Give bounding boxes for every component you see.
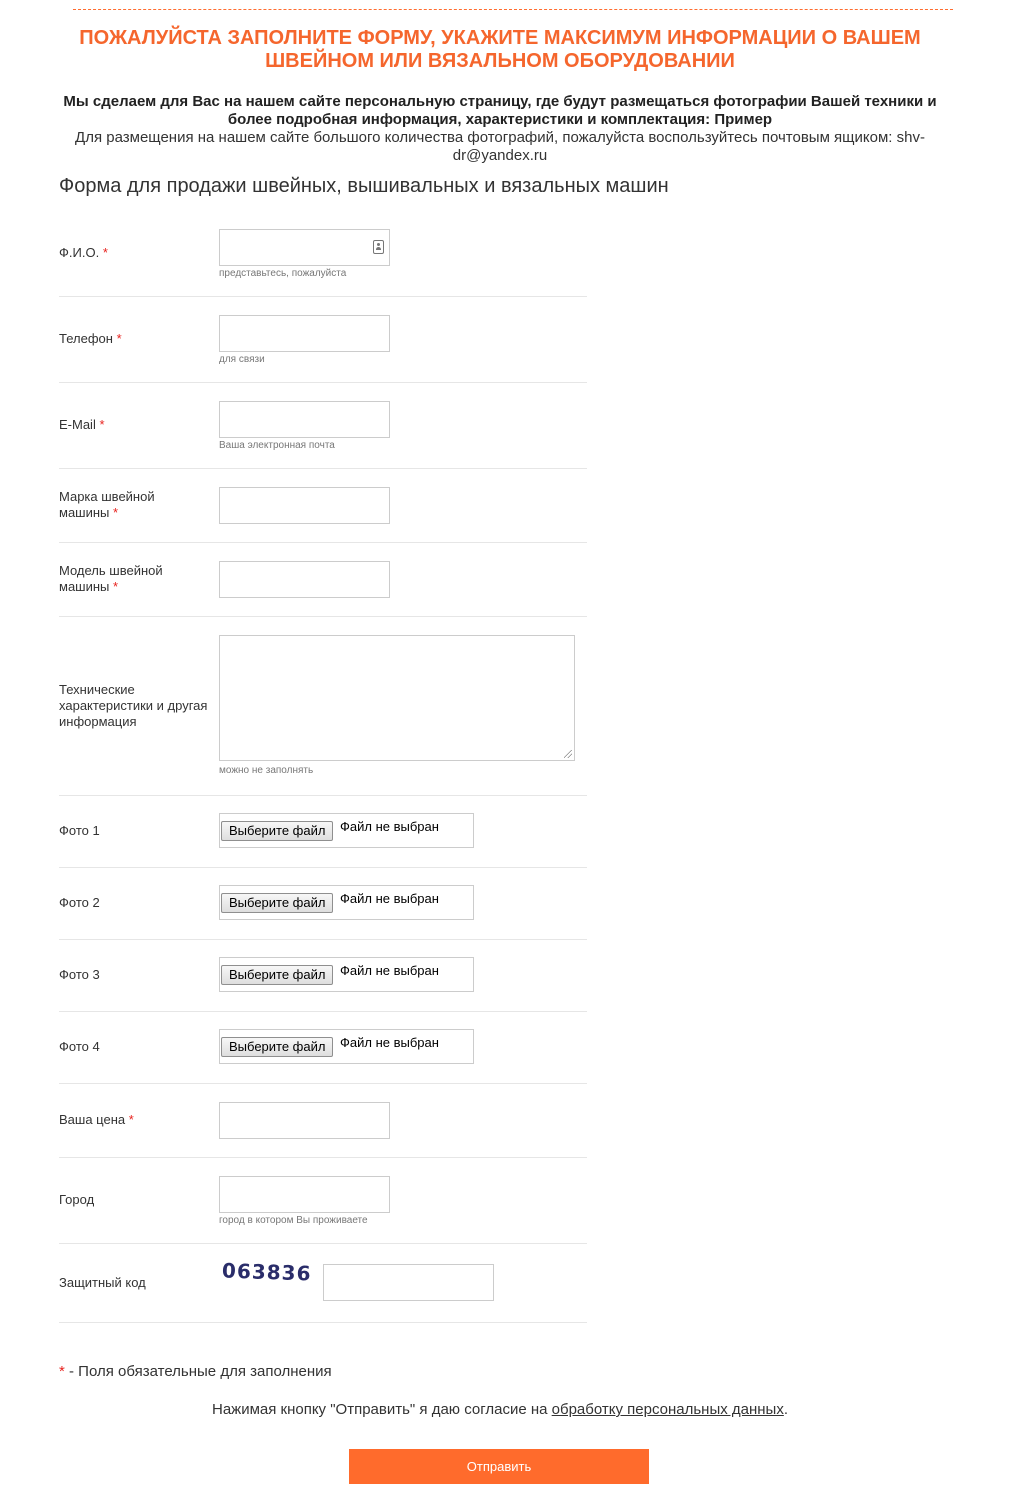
contact-card-icon[interactable] [373,240,384,254]
required-mark: * [113,505,119,520]
intro-text [60,93,940,165]
choose-file-button[interactable]: Выберите файл [221,893,333,913]
email-label: E-Mail * [59,417,105,432]
brand-label: Марка швейной машины * [59,489,155,520]
intro-bold-text: Мы сделаем для Вас на нашем сайте персональную страницу, где будут размещаться фотографии Вашей техники и более подробная информация, характеристики и комплектация: Пример [63,93,937,128]
tech-label: Технические характеристики и другая информация [59,682,208,729]
photo-file-input[interactable] [219,885,474,920]
form-row-city [59,1158,587,1244]
city-hint: город в котором Вы проживаете [219,1215,368,1226]
required-mark: * [116,331,122,346]
form-row-photo-3 [59,940,587,1012]
photo-label: Фото 1 [59,823,100,838]
file-status-text: Файл не выбран [340,891,439,906]
tech-hint: можно не заполнять [219,765,314,776]
intro-normal-text: Для размещения на нашем сайте большого количества фотографий, пожалуйста воспользуйтесь почтовым ящиком: shv-dr@yandex.ru [75,129,925,164]
page-headline: ПОЖАЛУЙСТА ЗАПОЛНИТЕ ФОРМУ, УКАЖИТЕ МАКСИМУМ ИНФОРМАЦИИ О ВАШЕМ ШВЕЙНОМ ИЛИ ВЯЗАЛЬНОМ ОБОРУДОВАНИИ [79,27,921,72]
required-mark: * [128,1112,134,1127]
required-mark: * [99,417,105,432]
form-row-price [59,1084,587,1158]
form-row-model [59,543,587,617]
fio-input[interactable] [219,229,390,266]
email-input[interactable] [219,401,390,438]
phone-label: Телефон * [59,331,122,346]
form-row-photo-2 [59,868,587,940]
personal-data-link[interactable]: обработку персональных данных [551,1401,784,1418]
form-row-tech [59,617,587,796]
file-status-text: Файл не выбран [340,1035,439,1050]
required-mark: * [113,579,119,594]
form-row-captcha [59,1244,587,1323]
photo-label: Фото 2 [59,895,100,910]
captcha-input[interactable] [323,1264,494,1301]
photo-label: Фото 4 [59,1039,100,1054]
form-row-brand [59,469,587,543]
form-row-email [59,383,587,469]
phone-input[interactable] [219,315,390,352]
choose-file-button[interactable]: Выберите файл [221,1037,333,1057]
photo-file-input[interactable] [219,957,474,992]
form-title: Форма для продажи швейных, вышивальных и вязальных машин [59,175,669,197]
photo-file-input[interactable] [219,813,474,848]
city-label: Город [59,1192,95,1207]
form-row-photo-4 [59,1012,587,1084]
choose-file-button[interactable]: Выберите файл [221,821,333,841]
model-label: Модель швейной машины * [59,563,163,594]
captcha-label: Защитный код [59,1275,146,1290]
resize-grip-icon[interactable] [564,750,572,758]
required-mark: * [102,245,108,260]
photo-label: Фото 3 [59,967,100,982]
price-label: Ваша цена * [59,1112,134,1127]
model-input[interactable] [219,561,390,598]
top-dashed-divider [73,9,953,10]
required-mark: * [59,1363,65,1380]
submit-button[interactable]: Отправить [349,1449,649,1484]
brand-input[interactable] [219,487,390,524]
fio-label: Ф.И.О. * [59,245,108,260]
required-fields-note: * - Поля обязательные для заполнения [59,1363,332,1380]
captcha-image: 063836 [221,1258,312,1286]
price-input[interactable] [219,1102,390,1139]
phone-hint: для связи [219,354,265,365]
choose-file-button[interactable]: Выберите файл [221,965,333,985]
form-row-phone [59,297,587,383]
consent-text: Нажимая кнопку "Отправить" я даю согласие на обработку персональных данных. [211,1401,789,1418]
photo-file-input[interactable] [219,1029,474,1064]
city-input[interactable] [219,1176,390,1213]
email-hint: Ваша электронная почта [219,440,335,451]
tech-textarea[interactable] [219,635,575,761]
file-status-text: Файл не выбран [340,963,439,978]
form-row-fio [59,220,587,297]
form-row-photo-1 [59,796,587,868]
fio-hint: представьтесь, пожалуйста [219,268,347,279]
file-status-text: Файл не выбран [340,819,439,834]
